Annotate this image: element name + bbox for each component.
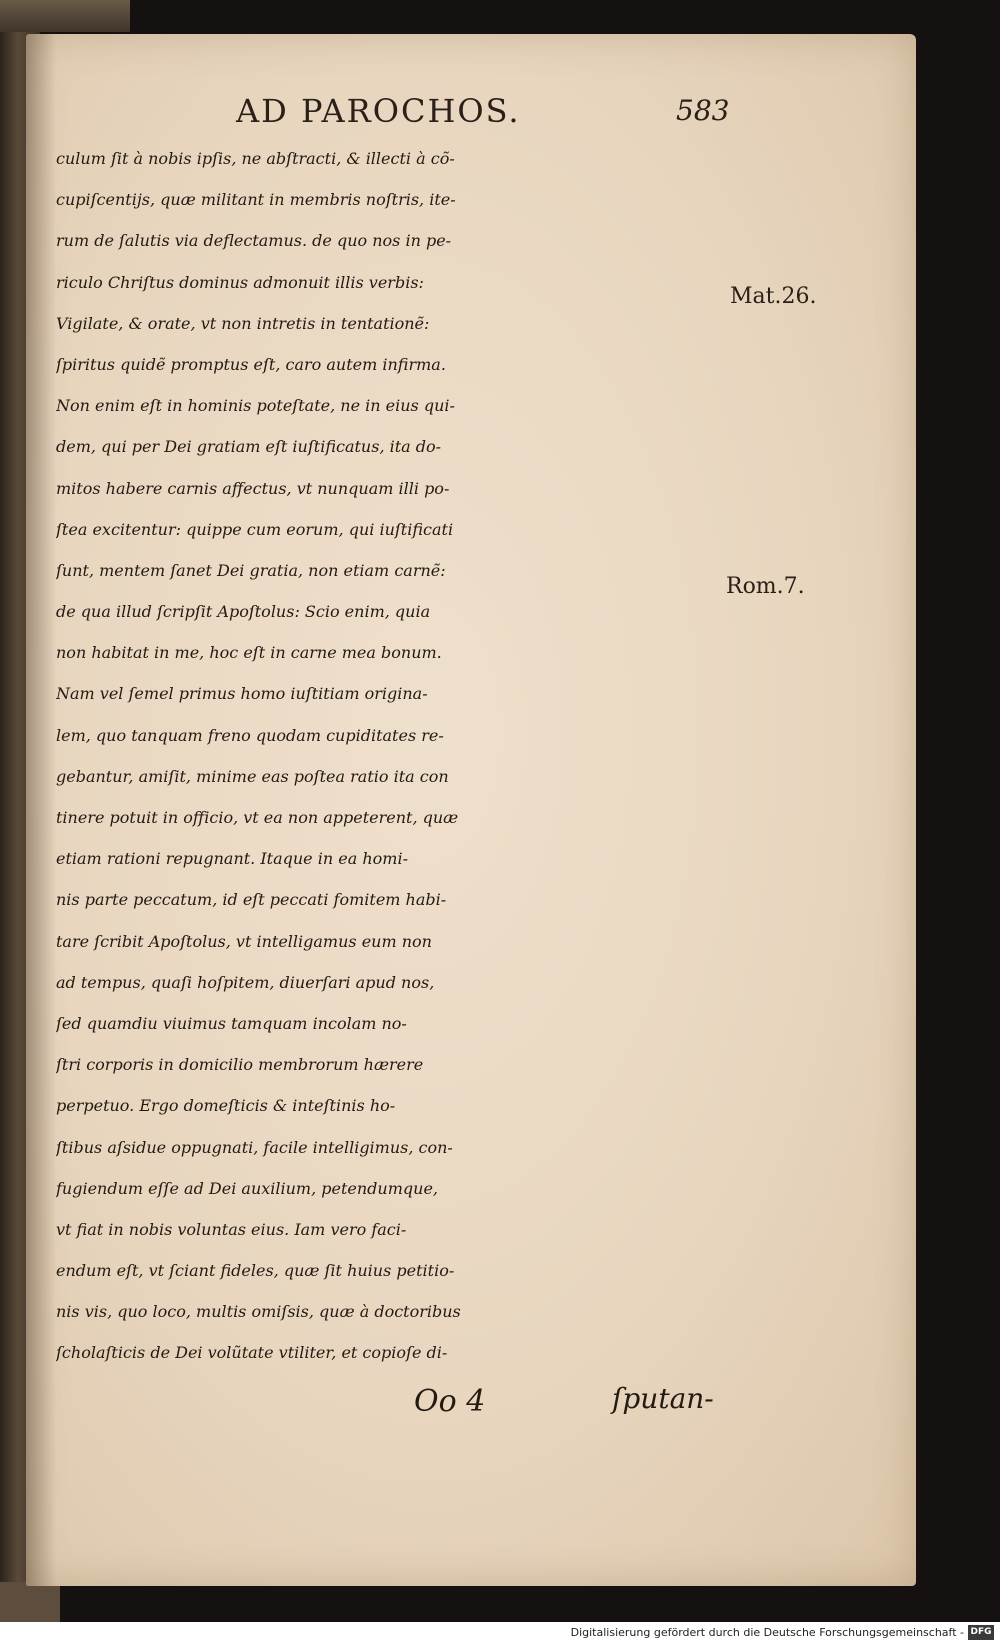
text-line: perpetuo. Ergo domeſticis & inteſtinis ho- <box>56 1096 396 1116</box>
running-head <box>26 92 916 142</box>
text-line: ſed quamdiu viuimus tamquam incolam no- <box>56 1013 407 1033</box>
digitization-credit-bar <box>0 1622 1000 1645</box>
text-line: ſtri corporis in domicilio membrorum hærere <box>56 1055 424 1075</box>
text-line: rum de ſalutis via deflectamus. de quo nos in pe- <box>56 231 452 251</box>
text-line: lem, quo tanquam freno quodam cupiditates re- <box>56 725 444 745</box>
binding-bottom-edge <box>0 1582 60 1622</box>
text-line: fugiendum eſſe ad Dei auxilium, petendumque, <box>56 1178 438 1198</box>
text-line: ſtea excitentur: quippe cum eorum, qui iuſtificati <box>56 519 454 539</box>
marginal-note-romans: Rom.7. <box>726 574 805 599</box>
text-line: mitos habere carnis affectus, vt nunquam illi po- <box>56 478 450 498</box>
text-line: ad tempus, quaſi hoſpitem, diuerſari apud nos, <box>56 972 435 992</box>
text-line: riculo Chriſtus dominus admonuit illis verbis: <box>56 272 424 292</box>
text-line: non habitat in me, hoc eſt in carne mea bonum. <box>56 643 442 663</box>
page-number: 583 <box>676 94 730 127</box>
text-line: culum ſit à nobis ipſis, ne abſtracti, & illecti à cõ- <box>56 149 455 168</box>
text-line: cupiſcentijs, quæ militant in membris noſtris, ite- <box>56 190 456 210</box>
text-line: nis parte peccatum, id eſt peccati fomitem habi- <box>56 890 447 910</box>
catchword: ſputan- <box>612 1382 714 1415</box>
text-line: tinere potuit in officio, vt ea non appeterent, quæ <box>56 808 459 827</box>
text-line: endum eſt, vt ſciant fideles, quæ ſit huius petitio- <box>56 1261 455 1281</box>
text-line: Nam vel ſemel primus homo iuſtitiam origina- <box>56 684 428 704</box>
text-line: dem, qui per Dei gratiam eſt iuſtificatus, ita do- <box>56 437 442 457</box>
dfg-logo: DFG <box>968 1625 994 1640</box>
body-text <box>56 138 726 1374</box>
running-head-title: AD PAROCHOS. <box>236 92 521 130</box>
text-line: nis vis, quo loco, multis omiſsis, quæ à doctoribus <box>56 1302 461 1322</box>
credit-text: Digitalisierung gefördert durch die Deutsche Forschungsgemeinschaft - <box>570 1626 964 1639</box>
text-line: Vigilate, & orate, vt non intretis in tentationẽ: <box>56 313 430 333</box>
spine-shadow <box>26 34 56 1586</box>
text-line: vt fiat in nobis voluntas eius. Iam vero faci- <box>56 1219 407 1239</box>
text-line: Non enim eſt in hominis poteſtate, ne in eius qui- <box>56 396 455 416</box>
text-line: ſpiritus quidẽ promptus eſt, caro autem infirma. <box>56 354 446 374</box>
marginal-note-matthew: Mat.26. <box>730 284 817 309</box>
text-line: ſcholaſticis de Dei volũtate vtiliter, et copioſe di- <box>56 1343 448 1363</box>
text-line: ſunt, mentem ſanet Dei gratia, non etiam carnẽ: <box>56 560 446 580</box>
text-line: ſtibus aſsidue oppugnati, facile intelligimus, con- <box>56 1137 453 1157</box>
text-line: de qua illud ſcripſit Apoſtolus: Scio enim, quia <box>56 602 431 622</box>
binding-top-edge <box>0 0 130 32</box>
text-line: gebantur, amiſit, minime eas poſtea ratio ita con <box>56 766 449 786</box>
text-line: tare ſcribit Apoſtolus, vt intelligamus eum non <box>56 931 432 951</box>
text-line: etiam rationi repugnant. Itaque in ea homi- <box>56 849 408 869</box>
signature-mark: Oo 4 <box>414 1384 486 1419</box>
